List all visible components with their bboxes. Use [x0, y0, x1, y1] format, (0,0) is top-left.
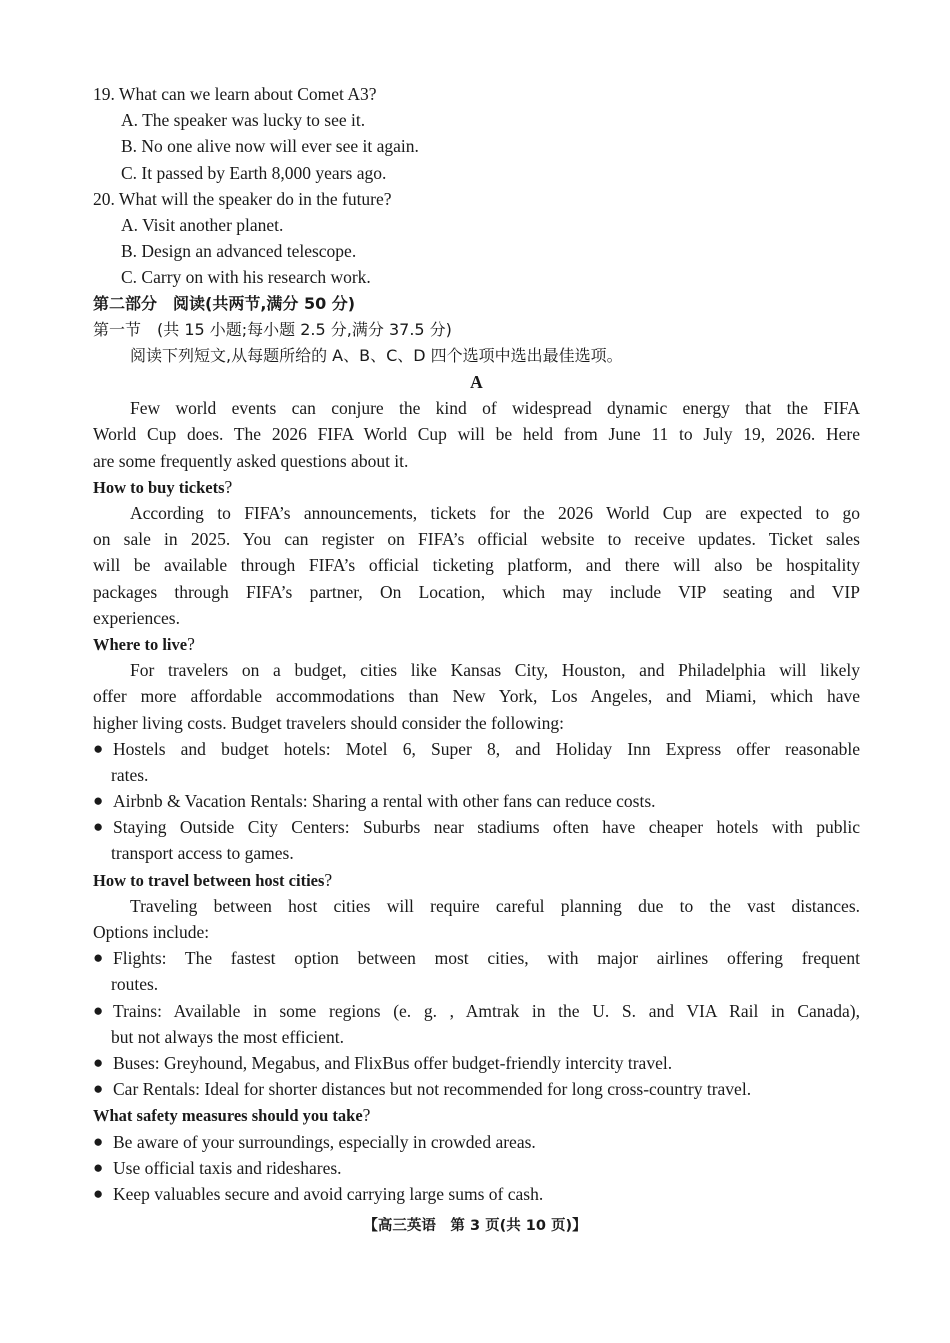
bullet-icon: ● — [93, 1052, 104, 1072]
bullet-icon: ● — [93, 1000, 104, 1020]
live-heading: Where to live? — [93, 633, 195, 654]
travel-bullet-2-cont: but not always the most efficient. — [111, 1026, 344, 1047]
safety-heading: What safety measures should you take? — [93, 1105, 371, 1126]
bullet-icon: ● — [93, 817, 104, 837]
live-bullet-3-cont: transport access to games. — [111, 843, 294, 864]
question-20-option-b: B. Design an advanced telescope. — [121, 241, 357, 262]
travel-bullet-1: ● Flights: The fastest option between most cities, with major airlines offering frequent — [93, 945, 860, 971]
live-bullet-1: ● Hostels and budget hotels: Motel 6, Super 8, and Holiday Inn Express offer reasonable — [93, 736, 860, 762]
question-20-stem: 20. What will the speaker do in the future? — [93, 188, 392, 209]
reading-instruction: 阅读下列短文,从每题所给的 A、B、C、D 四个选项中选出最佳选项。 — [130, 345, 623, 365]
travel-bullet-4: ● Car Rentals: Ideal for shorter distances but not recommended for long cross-country travel. — [93, 1076, 860, 1102]
tickets-heading: How to buy tickets? — [93, 476, 233, 497]
travel-bullet-1-cont: routes. — [111, 974, 159, 995]
tickets-line-4: packages through FIFA’s partner, On Location, which may include VIP seating and VIP — [93, 581, 860, 602]
travel-heading: How to travel between host cities? — [93, 869, 333, 890]
live-line-2: offer more affordable accommodations than New York, Los Angeles, and Miami, which have — [93, 686, 860, 707]
intro-line-1: Few world events can conjure the kind of widespread dynamic energy that the FIFA — [130, 398, 860, 419]
question-19-option-b: B. No one alive now will ever see it again. — [121, 136, 419, 157]
question-20-option-a: A. Visit another planet. — [121, 214, 284, 235]
intro-line-2: World Cup does. The 2026 FIFA World Cup will be held from June 11 to July 19, 2026. Here — [93, 424, 860, 445]
travel-line-1: Traveling between host cities will require careful planning due to the vast distances. — [130, 895, 860, 916]
exam-page — [93, 81, 860, 1207]
bullet-icon: ● — [93, 1157, 104, 1177]
bullet-icon: ● — [93, 791, 104, 811]
intro-line-3: are some frequently asked questions about it. — [93, 450, 409, 471]
live-line-3: higher living costs. Budget travelers should consider the following: — [93, 712, 564, 733]
bullet-icon: ● — [93, 948, 104, 968]
live-bullet-3: ● Staying Outside City Centers: Suburbs near stadiums often have cheaper hotels with public — [93, 814, 860, 840]
tickets-line-1: According to FIFA’s announcements, tickets for the 2026 World Cup are expected to go — [130, 503, 860, 523]
question-20-option-c: C. Carry on with his research work. — [121, 267, 371, 288]
tickets-line-5: experiences. — [93, 607, 180, 628]
safety-bullet-1: ● Be aware of your surroundings, especially in crowded areas. — [93, 1129, 860, 1155]
travel-bullet-2: ● Trains: Available in some regions (e. g. , Amtrak in the U. S. and VIA Rail in Canada), — [93, 998, 860, 1024]
live-bullet-2: ● Airbnb & Vacation Rentals: Sharing a rental with other fans can reduce costs. — [93, 788, 860, 814]
question-19-option-c: C. It passed by Earth 8,000 years ago. — [121, 162, 387, 183]
bullet-icon: ● — [93, 1131, 104, 1151]
live-line-1: For travelers on a budget, cities like Kansas City, Houston, and Philadelphia will likely — [130, 660, 860, 681]
bullet-icon: ● — [93, 1183, 104, 1203]
travel-line-2: Options include: — [93, 922, 210, 942]
page-footer: 【高三英语 第 3 页(共 10 页)】 — [363, 1218, 587, 1234]
part2-title: 第二部分 阅读(共两节,满分 50 分) — [93, 293, 356, 313]
safety-bullet-2: ● Use official taxis and rideshares. — [93, 1155, 860, 1181]
live-bullet-1-cont: rates. — [111, 764, 149, 785]
bullet-icon: ● — [93, 738, 104, 758]
travel-bullet-3: ● Buses: Greyhound, Megabus, and FlixBus offer budget-friendly intercity travel. — [93, 1050, 860, 1076]
tickets-line-2: on sale in 2025. You can register on FIFA’s official website to receive updates. Ticket sales — [93, 529, 860, 550]
safety-bullet-3: ● Keep valuables secure and avoid carrying large sums of cash. — [93, 1181, 860, 1207]
question-19-stem: 19. What can we learn about Comet A3? — [93, 84, 377, 104]
passage-letter: A — [470, 372, 483, 393]
question-19-option-a: A. The speaker was lucky to see it. — [121, 110, 366, 131]
bullet-icon: ● — [93, 1079, 104, 1099]
tickets-line-3: will be available through FIFA’s official ticketing platform, and there will also be hospitality — [93, 555, 860, 576]
section1-title: 第一节 (共 15 小题;每小题 2.5 分,满分 37.5 分) — [93, 319, 452, 339]
